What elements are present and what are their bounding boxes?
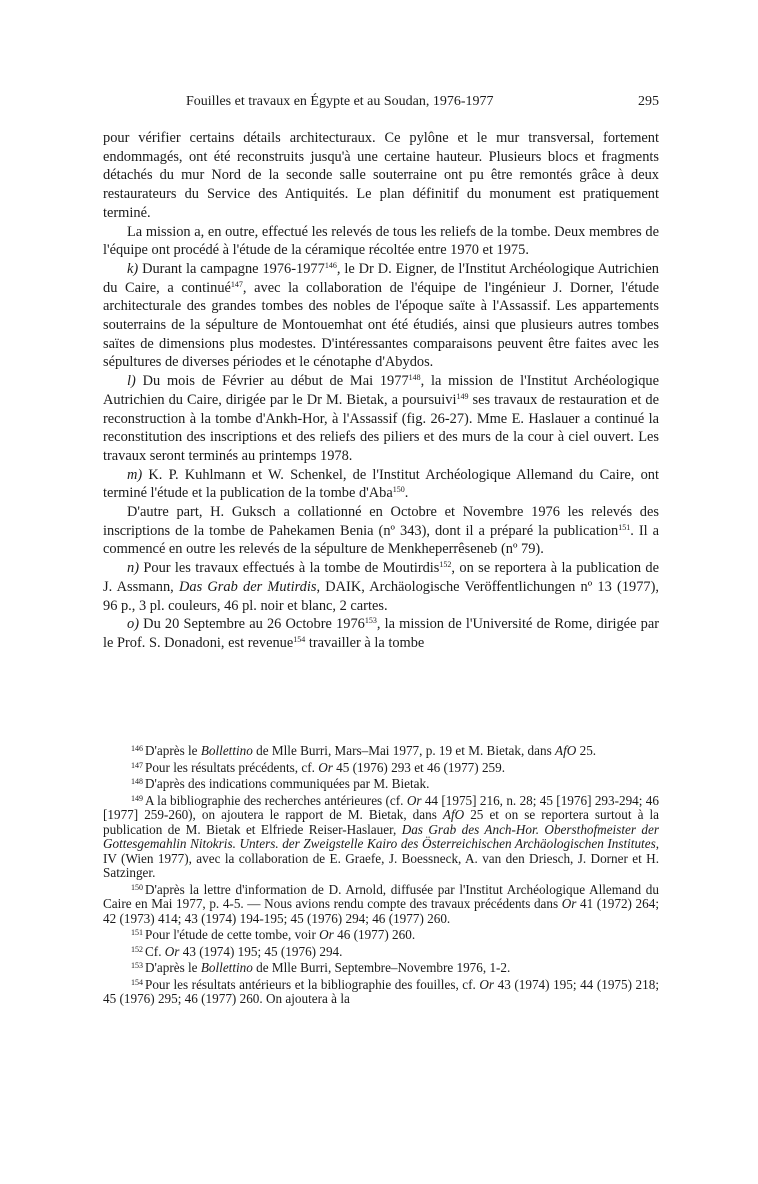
footnote-152: $^{152}$ Cf. Or 43 (1974) 195; 45 (1976) 294. — [131, 943, 343, 959]
item-label-k: k) — [127, 260, 139, 277]
item-label-o: o) — [127, 616, 139, 633]
main-text — [103, 129, 659, 653]
publication-title: Das Grab der Mutirdis — [179, 578, 317, 595]
footnote-ref-149[interactable]: 149 — [456, 391, 469, 401]
paragraph-continued: pour vérifier certains détails architecturaux. Ce pylône et le mur transversal, fortement endommagés, ont été reconstruits jusqu'à une certaine hauteur. Plusieurs blocs et fragments détachés du mur Nord de la seconde salle souterraine ont pu être remontés grâce à deux restaurateurs du Service des Antiquités. Le plan définitif du monument est pratiquement terminé. — [103, 130, 659, 221]
footnote-ref-146[interactable]: 146 — [324, 260, 337, 270]
footnote-ref-151[interactable]: 151 — [618, 522, 631, 532]
footnote-149: $^{149}$ A la bibliographie des recherches antérieures (cf. Or 44 [1975] 216, n. 28; 45 [1976] 293-294; 46 [1977] 259-260), on ajoutera le rapport de M. Bietak, dans AfO 25 et on se reportera surtout à la publication de M. Bietak et Elfriede Reiser-Haslauer, Das Grab des Anch-Hor. Obersthofmeister der Gottesgemahlin Nitokris. Unters. der Zweigstelle Kairo des Österreichischen Archäologischen Institutes, IV (Wien 1977), avec la collaboration de E. Graefe, J. Boessneck, A. van den Driesch, J. Dorner et H. Satzinger. — [103, 792, 660, 880]
footnote-ref-147[interactable]: 147 — [230, 279, 243, 289]
footnote-148: $^{148}$ D'après des indications communiquées par M. Bietak. — [131, 776, 430, 791]
footnote-ref-150[interactable]: 150 — [392, 485, 405, 495]
footnote-154: $^{154}$ Pour les résultats antérieurs et la bibliographie des fouilles, cf. Or 43 (1974) 195; 44 (1975) 218; 45 (1976) 295; 46 (1977) 260. On ajoutera à la — [103, 976, 659, 1006]
footnote-ref-148[interactable]: 148 — [408, 373, 421, 383]
footnote-ref-152[interactable]: 152 — [439, 560, 452, 570]
footnote-ref-153[interactable]: 153 — [364, 616, 377, 626]
paragraph-m: m) K. P. Kuhlmann et W. Schenkel, de l'Institut Archéologique Allemand du Caire, ont terminé l'étude et la publication de la tombe d'Aba$^{150}$. — [103, 466, 659, 502]
item-label-n: n) — [127, 560, 139, 577]
footnote-153: $^{153}$ D'après le Bollettino de Mlle Burri, Septembre–Novembre 1976, 1-2. — [131, 960, 511, 975]
footnote-146: $^{146}$ D'après le Bollettino de Mlle Burri, Mars–Mai 1977, p. 19 et M. Bietak, dans AfO 25. — [131, 743, 597, 758]
paragraph-o: o) Du 20 Septembre au 26 Octobre 1976$^{153}$, la mission de l'Université de Rome, dirigée par le Prof. S. Donadoni, est revenue$^{154}$ travailler à la tombe — [103, 616, 659, 651]
paragraph-k: k) Durant la campagne 1976-1977$^{146}$, le Dr D. Eigner, de l'Institut Archéologique Autrichien du Caire, a continué$^{147}$, avec la collaboration de l'équipe de l'ingénieur J. Dorner, l'étude architecturale des grandes tombes des nobles de l'époque saïte à l'Assassif. Les appartements souterrains de la sépulture de Montouemhat ont été étudiés, ainsi que plusieurs autres tombes saïtes de dimensions plus modestes. D'intéressantes comparaisons peuvent être faites avec les sépultures de diverses périodes et le cénotaphe d'Abydos. — [103, 260, 659, 371]
footnote-150: $^{150}$ D'après la lettre d'information de D. Arnold, diffusée par l'Institut Archéologique Allemand du Caire en Mai 1977, p. 4-5. — Nous avions rendu compte des travaux précédents dans Or 41 (1972) 264; 42 (1973) 414; 43 (1974) 194-195; 45 (1976) 294; 46 (1977) 260. — [103, 881, 659, 926]
footnotes — [103, 742, 659, 1007]
paragraph-guksch: D'autre part, H. Guksch a collationné en Octobre et Novembre 1976 les relevés des inscriptions de la tombe de Pahekamen Benia (nº 343), dont il a préparé la publication$^{151}$. Il a commencé en outre les relevés de la sépulture de Menkheperrêseneb (nº 79). — [103, 504, 659, 558]
item-label-m: m) — [127, 466, 143, 483]
paragraph-n: n) Pour les travaux effectués à la tombe de Moutirdis$^{152}$, on se reportera à la publication de J. Assmann, Das Grab der Mutirdis, DAIK, Archäologische Veröffentlichungen nº 13 (1977), 96 p., 3 pl. couleurs, 46 pl. noir et blanc, 2 cartes. — [103, 560, 659, 614]
footnote-147: $^{147}$ Pour les résultats précédents, cf. Or 45 (1976) 293 et 46 (1977) 259. — [131, 759, 506, 775]
running-title: Fouilles et travaux en Égypte et au Soudan, 1976-1977 — [186, 94, 494, 109]
paragraph-mission-releves: La mission a, en outre, effectué les relevés de tous les reliefs de la tombe. Deux membres de l'équipe ont procédé à l'étude de la céramique récoltée entre 1970 et 1975. — [103, 223, 659, 259]
item-label-l: l) — [127, 373, 136, 390]
footnote-151: $^{151}$ Pour l'étude de cette tombe, voir Or 46 (1977) 260. — [131, 927, 416, 942]
paragraph-l: l) Du mois de Février au début de Mai 1977$^{148}$, la mission de l'Institut Archéologique Autrichien du Caire, dirigée par le Dr M. Bietak, a poursuivi$^{149}$ ses travaux de restauration et de reconstruction à la tombe d'Ankh-Hor, à l'Assassif (fig. 26-27). Mme E. Haslauer a continué la reconstitution des inscriptions et des reliefs des piliers et des murs de la cour à ciel ouvert. Les travaux seront terminés au printemps 1978. — [103, 373, 659, 464]
footnote-ref-154[interactable]: 154 — [293, 634, 306, 644]
page-number: 295 — [638, 94, 659, 109]
